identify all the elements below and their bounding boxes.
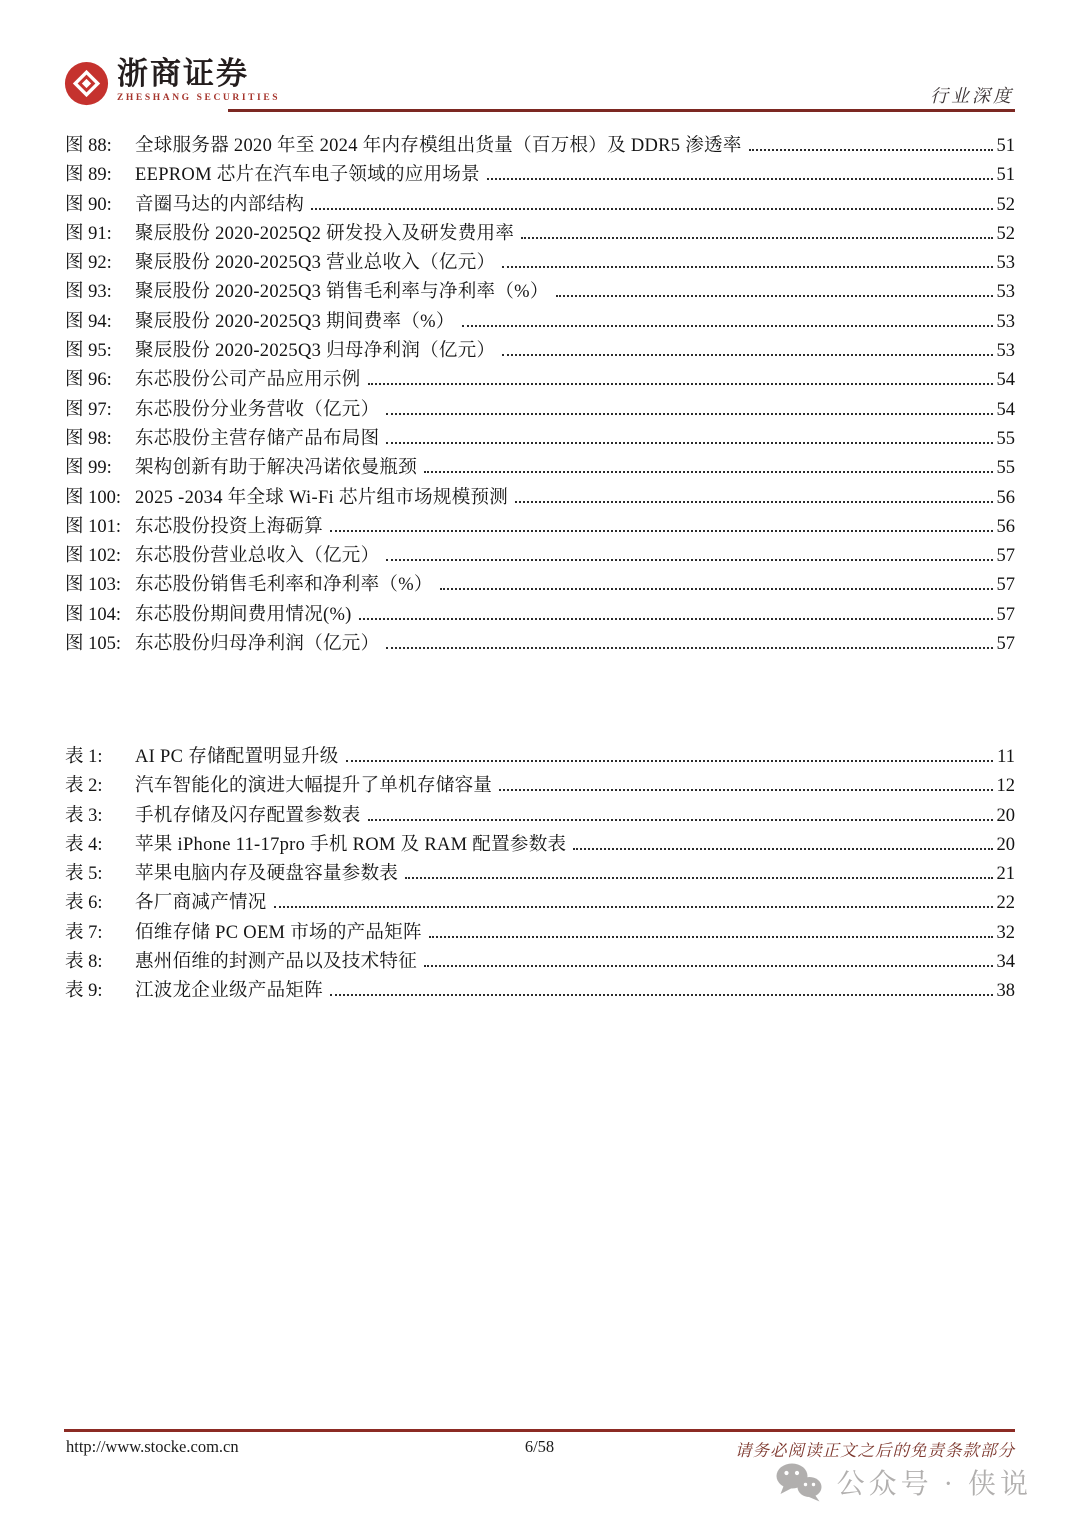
toc-figure-entry[interactable]: [65, 541, 1015, 570]
dot-leader: [368, 383, 993, 385]
toc-entry-label: 图 100:: [65, 487, 122, 508]
toc-entry-page: 55: [996, 428, 1015, 449]
dot-leader: [405, 877, 992, 879]
toc-figure-entry[interactable]: [65, 307, 1015, 336]
toc-entry-label: 表 9:: [65, 981, 103, 1002]
toc-entry-label: 表 1:: [65, 747, 103, 767]
toc-entry-page: 34: [996, 952, 1015, 973]
toc-figure-entry[interactable]: [65, 483, 1015, 512]
toc-entry-label: 表 7:: [65, 922, 103, 943]
toc-figure-entry[interactable]: [65, 336, 1015, 365]
toc-entry-title: 东芯股份投资上海砺算: [135, 516, 324, 537]
toc-entry-title: 音圈马达的内部结构: [135, 194, 305, 215]
dot-leader: [462, 325, 993, 327]
toc-entry-title: 手机存储及闪存配置参数表: [135, 805, 361, 826]
toc-entry-page: 12: [996, 776, 1015, 797]
toc-entry-page: 56: [996, 516, 1015, 537]
toc-entry-label: 图 101:: [65, 516, 122, 537]
toc-entry-title: 架构创新有助于解决冯诺依曼瓶颈: [135, 458, 418, 479]
toc-entry-title: 苹果电脑内存及硬盘容量参数表: [135, 864, 399, 885]
toc-entry-label: 表 2:: [65, 776, 103, 797]
toc-figure-entry[interactable]: [65, 190, 1015, 219]
dot-leader: [499, 789, 992, 791]
dot-leader: [424, 965, 992, 967]
toc-table-entry[interactable]: [65, 771, 1015, 800]
wechat-watermark: [775, 1462, 1032, 1502]
toc-entry-title: 佰维存储 PC OEM 市场的产品矩阵: [135, 922, 422, 943]
toc-entry-label: 表 3:: [65, 805, 103, 826]
dot-leader: [515, 501, 992, 503]
toc-table-entry[interactable]: [65, 918, 1015, 947]
dot-leader: [311, 208, 992, 210]
toc-entry-label: 图 93:: [65, 282, 112, 303]
footer-url-link[interactable]: http://www.stocke.com.cn: [66, 1437, 239, 1456]
toc-figure-entry[interactable]: [65, 277, 1015, 306]
toc-figure-entry[interactable]: [65, 570, 1015, 599]
toc-entry-label: 表 4:: [65, 834, 103, 855]
footer-page-number: 6/58: [524, 1437, 555, 1456]
toc-entry-title: 2025 -2034 年全球 Wi-Fi 芯片组市场规模预测: [135, 487, 509, 508]
footer-divider: [64, 1429, 1015, 1432]
toc-entry-title: 东芯股份主营存储产品布局图: [135, 428, 380, 449]
toc-table-entry[interactable]: [65, 859, 1015, 888]
toc-entry-label: 表 6:: [65, 893, 103, 914]
toc-figure-entry[interactable]: [65, 629, 1015, 658]
toc-entry-page: 11: [997, 747, 1015, 767]
toc-entry-title: 东芯股份归母净利润（亿元）: [135, 634, 380, 655]
toc-entry-page: 53: [996, 253, 1015, 274]
toc-entry-page: 51: [996, 136, 1015, 156]
toc-entry-title: 聚辰股份 2020-2025Q3 营业总收入（亿元）: [135, 253, 496, 274]
dot-leader: [386, 413, 992, 415]
toc-entry-title: AI PC 存储配置明显升级: [135, 747, 339, 767]
toc-entry-title: 聚辰股份 2020-2025Q3 期间费率（%）: [135, 311, 455, 332]
toc-entry-title: 东芯股份公司产品应用示例: [135, 370, 361, 391]
dot-leader: [749, 149, 993, 151]
toc-entry-page: 52: [996, 194, 1015, 215]
toc-entry-page: 57: [996, 546, 1015, 567]
toc-entry-page: 32: [996, 922, 1015, 943]
toc-entry-page: 21: [996, 864, 1015, 885]
toc-entry-title: 惠州佰维的封测产品以及技术特征: [135, 952, 418, 973]
report-type-label: 行业深度: [930, 86, 1014, 106]
toc-entry-label: 图 103:: [65, 575, 122, 596]
toc-entry-label: 图 96:: [65, 370, 112, 391]
toc-entry-label: 图 98:: [65, 428, 112, 449]
toc-entry-label: 图 99:: [65, 458, 112, 479]
tables-toc-list: [65, 742, 1015, 1006]
footer-disclaimer: 请务必阅读正文之后的免责条款部分: [735, 1441, 1015, 1460]
toc-entry-page: 55: [996, 458, 1015, 479]
toc-entry-label: 图 92:: [65, 253, 112, 274]
toc-table-entry[interactable]: [65, 742, 1015, 771]
dot-leader: [386, 442, 992, 444]
toc-entry-title: 东芯股份销售毛利率和净利率（%）: [135, 575, 433, 596]
watermark-text: 公众号 · 侠说: [836, 1469, 1032, 1500]
dot-leader: [330, 994, 992, 996]
toc-table-entry[interactable]: [65, 830, 1015, 859]
toc-entry-label: 表 8:: [65, 952, 103, 973]
dot-leader: [502, 266, 992, 268]
brand-name-cn: 浙商证券: [117, 56, 249, 91]
toc-entry-title: 聚辰股份 2020-2025Q3 归母净利润（亿元）: [135, 341, 496, 362]
toc-figure-entry[interactable]: [65, 365, 1015, 394]
toc-entry-page: 54: [996, 399, 1015, 420]
toc-entry-label: 图 97:: [65, 399, 112, 420]
toc-entry-title: 东芯股份期间费用情况(%): [135, 604, 352, 625]
toc-entry-title: 聚辰股份 2020-2025Q2 研发投入及研发费用率: [135, 223, 515, 244]
toc-entry-page: 57: [996, 634, 1015, 655]
toc-entry-label: 图 105:: [65, 634, 122, 655]
dot-leader: [556, 295, 993, 297]
toc-entry-label: 图 95:: [65, 341, 112, 362]
dot-leader: [573, 848, 992, 850]
dot-leader: [386, 647, 992, 649]
toc-entry-label: 表 5:: [65, 864, 103, 885]
toc-entry-title: 东芯股份营业总收入（亿元）: [135, 546, 380, 567]
toc-figure-entry[interactable]: [65, 248, 1015, 277]
toc-entry-page: 38: [996, 981, 1015, 1002]
toc-entry-title: 各厂商减产情况: [135, 893, 267, 914]
toc-entry-label: 图 91:: [65, 223, 112, 244]
toc-table-entry[interactable]: [65, 947, 1015, 976]
toc-figure-entry[interactable]: [65, 453, 1015, 482]
toc-entry-title: 江波龙企业级产品矩阵: [135, 981, 324, 1002]
toc-entry-label: 图 102:: [65, 546, 122, 567]
dot-leader: [429, 936, 993, 938]
toc-entry-page: 52: [996, 223, 1015, 244]
toc-entry-title: EEPROM 芯片在汽车电子领域的应用场景: [135, 165, 480, 186]
dot-leader: [440, 588, 993, 590]
toc-entry-title: 东芯股份分业务营收（亿元）: [135, 399, 380, 420]
brand-name-en: ZHESHANG SECURITIES: [117, 93, 281, 104]
toc-figure-entry[interactable]: [65, 600, 1015, 629]
zheshang-logo-icon: [64, 61, 109, 106]
toc-entry-page: 22: [996, 893, 1015, 914]
toc-table-entry[interactable]: [65, 888, 1015, 917]
brand-text-block: [117, 57, 280, 103]
toc-figure-entry[interactable]: [65, 131, 1015, 160]
toc-entry-title: 全球服务器 2020 年至 2024 年内存模组出货量（百万根）及 DDR5 渗透率: [135, 136, 742, 156]
toc-entry-page: 53: [996, 311, 1015, 332]
toc-entry-page: 20: [996, 805, 1015, 826]
dot-leader: [368, 819, 993, 821]
toc-entry-title: 聚辰股份 2020-2025Q3 销售毛利率与净利率（%）: [135, 282, 549, 303]
figures-toc-list: [65, 131, 1015, 658]
dot-leader: [274, 906, 993, 908]
dot-leader: [424, 471, 992, 473]
toc-figure-entry[interactable]: [65, 512, 1015, 541]
dot-leader: [502, 354, 992, 356]
toc-entry-page: 56: [996, 487, 1015, 508]
page-footer: [64, 1437, 1015, 1461]
toc-entry-page: 57: [996, 604, 1015, 625]
toc-entry-label: 图 104:: [65, 604, 122, 625]
toc-entry-title: 汽车智能化的演进大幅提升了单机存储容量: [135, 776, 493, 797]
dot-leader: [359, 618, 993, 620]
dot-leader: [521, 237, 992, 239]
brand-logo: [64, 57, 280, 106]
toc-entry-page: 51: [996, 165, 1015, 186]
dot-leader: [330, 530, 992, 532]
header-divider: [228, 109, 1015, 112]
toc-entry-label: 图 90:: [65, 194, 112, 215]
toc-figure-entry[interactable]: [65, 424, 1015, 453]
toc-table-entry[interactable]: [65, 801, 1015, 830]
dot-leader: [487, 178, 993, 180]
toc-entry-label: 图 89:: [65, 165, 112, 186]
toc-figure-entry[interactable]: [65, 219, 1015, 248]
dot-leader: [346, 760, 994, 762]
dot-leader: [386, 559, 992, 561]
toc-entry-title: 苹果 iPhone 11-17pro 手机 ROM 及 RAM 配置参数表: [135, 834, 567, 855]
toc-figure-entry[interactable]: [65, 395, 1015, 424]
wechat-icon: [775, 1462, 823, 1502]
toc-entry-label: 图 88:: [65, 136, 112, 156]
toc-entry-page: 20: [996, 834, 1015, 855]
toc-figure-entry[interactable]: [65, 160, 1015, 189]
toc-entry-page: 54: [996, 370, 1015, 391]
toc-entry-page: 53: [996, 282, 1015, 303]
toc-entry-label: 图 94:: [65, 311, 112, 332]
toc-table-entry[interactable]: [65, 976, 1015, 1005]
toc-entry-page: 53: [996, 341, 1015, 362]
toc-entry-page: 57: [996, 575, 1015, 596]
